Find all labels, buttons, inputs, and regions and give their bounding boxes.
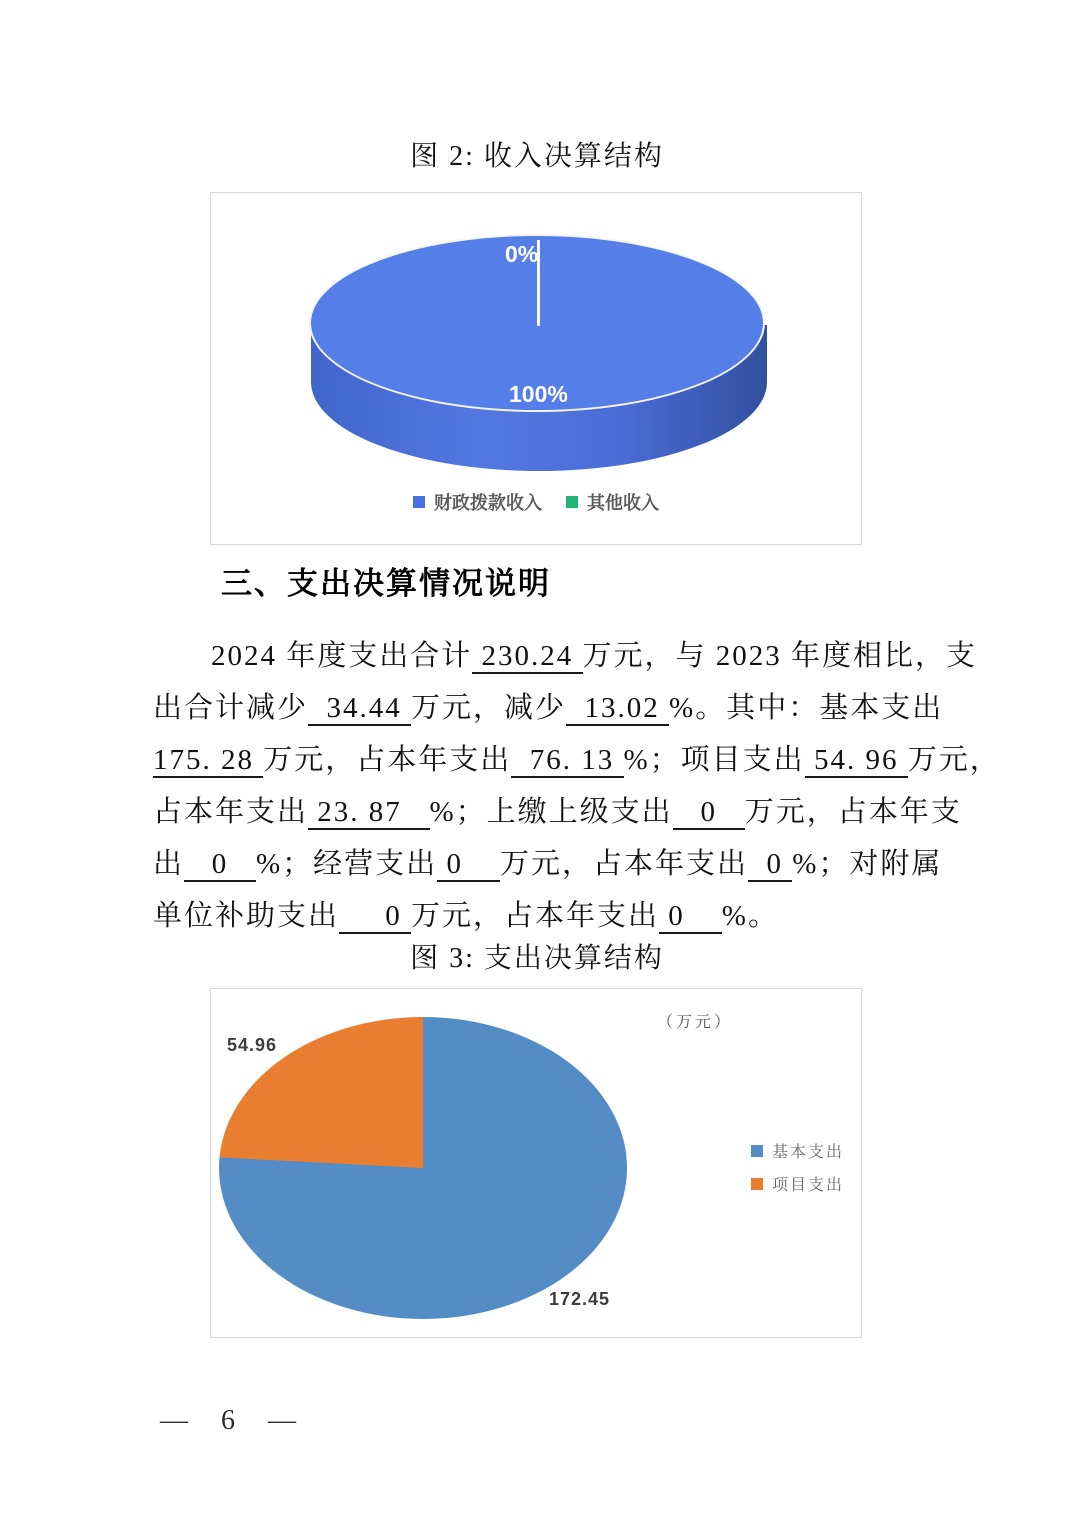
legend-swatch-icon xyxy=(751,1178,763,1190)
expense-pie-chart xyxy=(210,988,862,1338)
underlined-value: 0 xyxy=(339,900,412,932)
text-run: 万元，占本年支出 xyxy=(411,900,660,932)
expense-chart-legend xyxy=(751,1139,844,1195)
expense-pie xyxy=(219,1017,627,1319)
text-run: 万元，占本年支出 xyxy=(263,744,512,776)
legend-label: 基本支出 xyxy=(772,1144,845,1161)
paragraph-line xyxy=(153,734,1001,786)
paragraph-line xyxy=(153,890,943,942)
text-run: 占本年支出 xyxy=(153,796,309,828)
expense-label-project: 54.96 xyxy=(227,1035,278,1055)
legend-item xyxy=(566,489,659,515)
underlined-value: 23. 87 xyxy=(308,796,430,828)
legend-item xyxy=(751,1139,844,1162)
paragraph-line xyxy=(153,630,978,682)
text-run: 万元，占本年支出 xyxy=(499,848,748,880)
text-run: 万元，占本年支 xyxy=(744,796,962,828)
legend-label: 其他收入 xyxy=(587,493,659,513)
figure3-title: 图 3: 支出决算结构 xyxy=(410,943,664,974)
legend-item xyxy=(413,489,542,515)
legend-label: 项目支出 xyxy=(772,1177,845,1194)
underlined-value: 0 xyxy=(184,848,257,880)
text-run: %；项目支出 xyxy=(623,744,805,776)
text-run: %。其中：基本支出 xyxy=(669,692,944,724)
paragraph-line xyxy=(153,682,943,734)
text-run: 2024 年度支出合计 xyxy=(211,640,473,672)
text-run: 单位补助支出 xyxy=(153,900,340,932)
figure2-title: 图 2: 收入决算结构 xyxy=(410,141,664,172)
legend-swatch-icon xyxy=(751,1145,763,1157)
paragraph-line xyxy=(153,838,943,890)
income-pie-chart xyxy=(210,192,862,545)
expense-label-basic: 172.45 xyxy=(549,1289,611,1309)
text-run: %；经营支出 xyxy=(256,848,438,880)
unit-label: （万元） xyxy=(657,1014,734,1031)
underlined-value: 34.44 xyxy=(308,692,412,724)
underlined-value: 175. 28 xyxy=(153,744,264,776)
underlined-value: 13.02 xyxy=(566,692,670,724)
text-run: 出 xyxy=(153,848,185,880)
underlined-value: 0 xyxy=(659,900,722,932)
text-run: %；上缴上级支出 xyxy=(429,796,673,828)
legend-item xyxy=(751,1172,844,1195)
text-run: 万元， xyxy=(907,744,1001,776)
underlined-value: 0 xyxy=(672,796,745,828)
legend-swatch-icon xyxy=(413,496,425,508)
income-chart-legend xyxy=(211,489,861,515)
text-run: 万元，减少 xyxy=(411,692,567,724)
text-run: %；对附属 xyxy=(792,848,943,880)
underlined-value: 0 xyxy=(747,848,793,880)
page-number: — 6 — xyxy=(160,1405,302,1436)
body-paragraph xyxy=(153,630,1001,942)
text-run: 出合计减少 xyxy=(153,692,309,724)
pie-zero-label: 0% xyxy=(505,241,539,267)
underlined-value: 76. 13 xyxy=(511,744,624,776)
underlined-value: 0 xyxy=(437,848,500,880)
underlined-value: 54. 96 xyxy=(804,744,908,776)
text-run: %。 xyxy=(721,900,779,932)
legend-swatch-icon xyxy=(566,496,578,508)
text-run: 万元，与 2023 年度相比，支 xyxy=(582,640,978,672)
paragraph-line xyxy=(153,786,962,838)
section-heading: 三、支出决算情况说明 xyxy=(221,566,551,601)
pie-main-label: 100% xyxy=(509,381,568,407)
underlined-value: 230.24 xyxy=(472,640,583,672)
legend-label: 财政拨款收入 xyxy=(434,493,542,513)
